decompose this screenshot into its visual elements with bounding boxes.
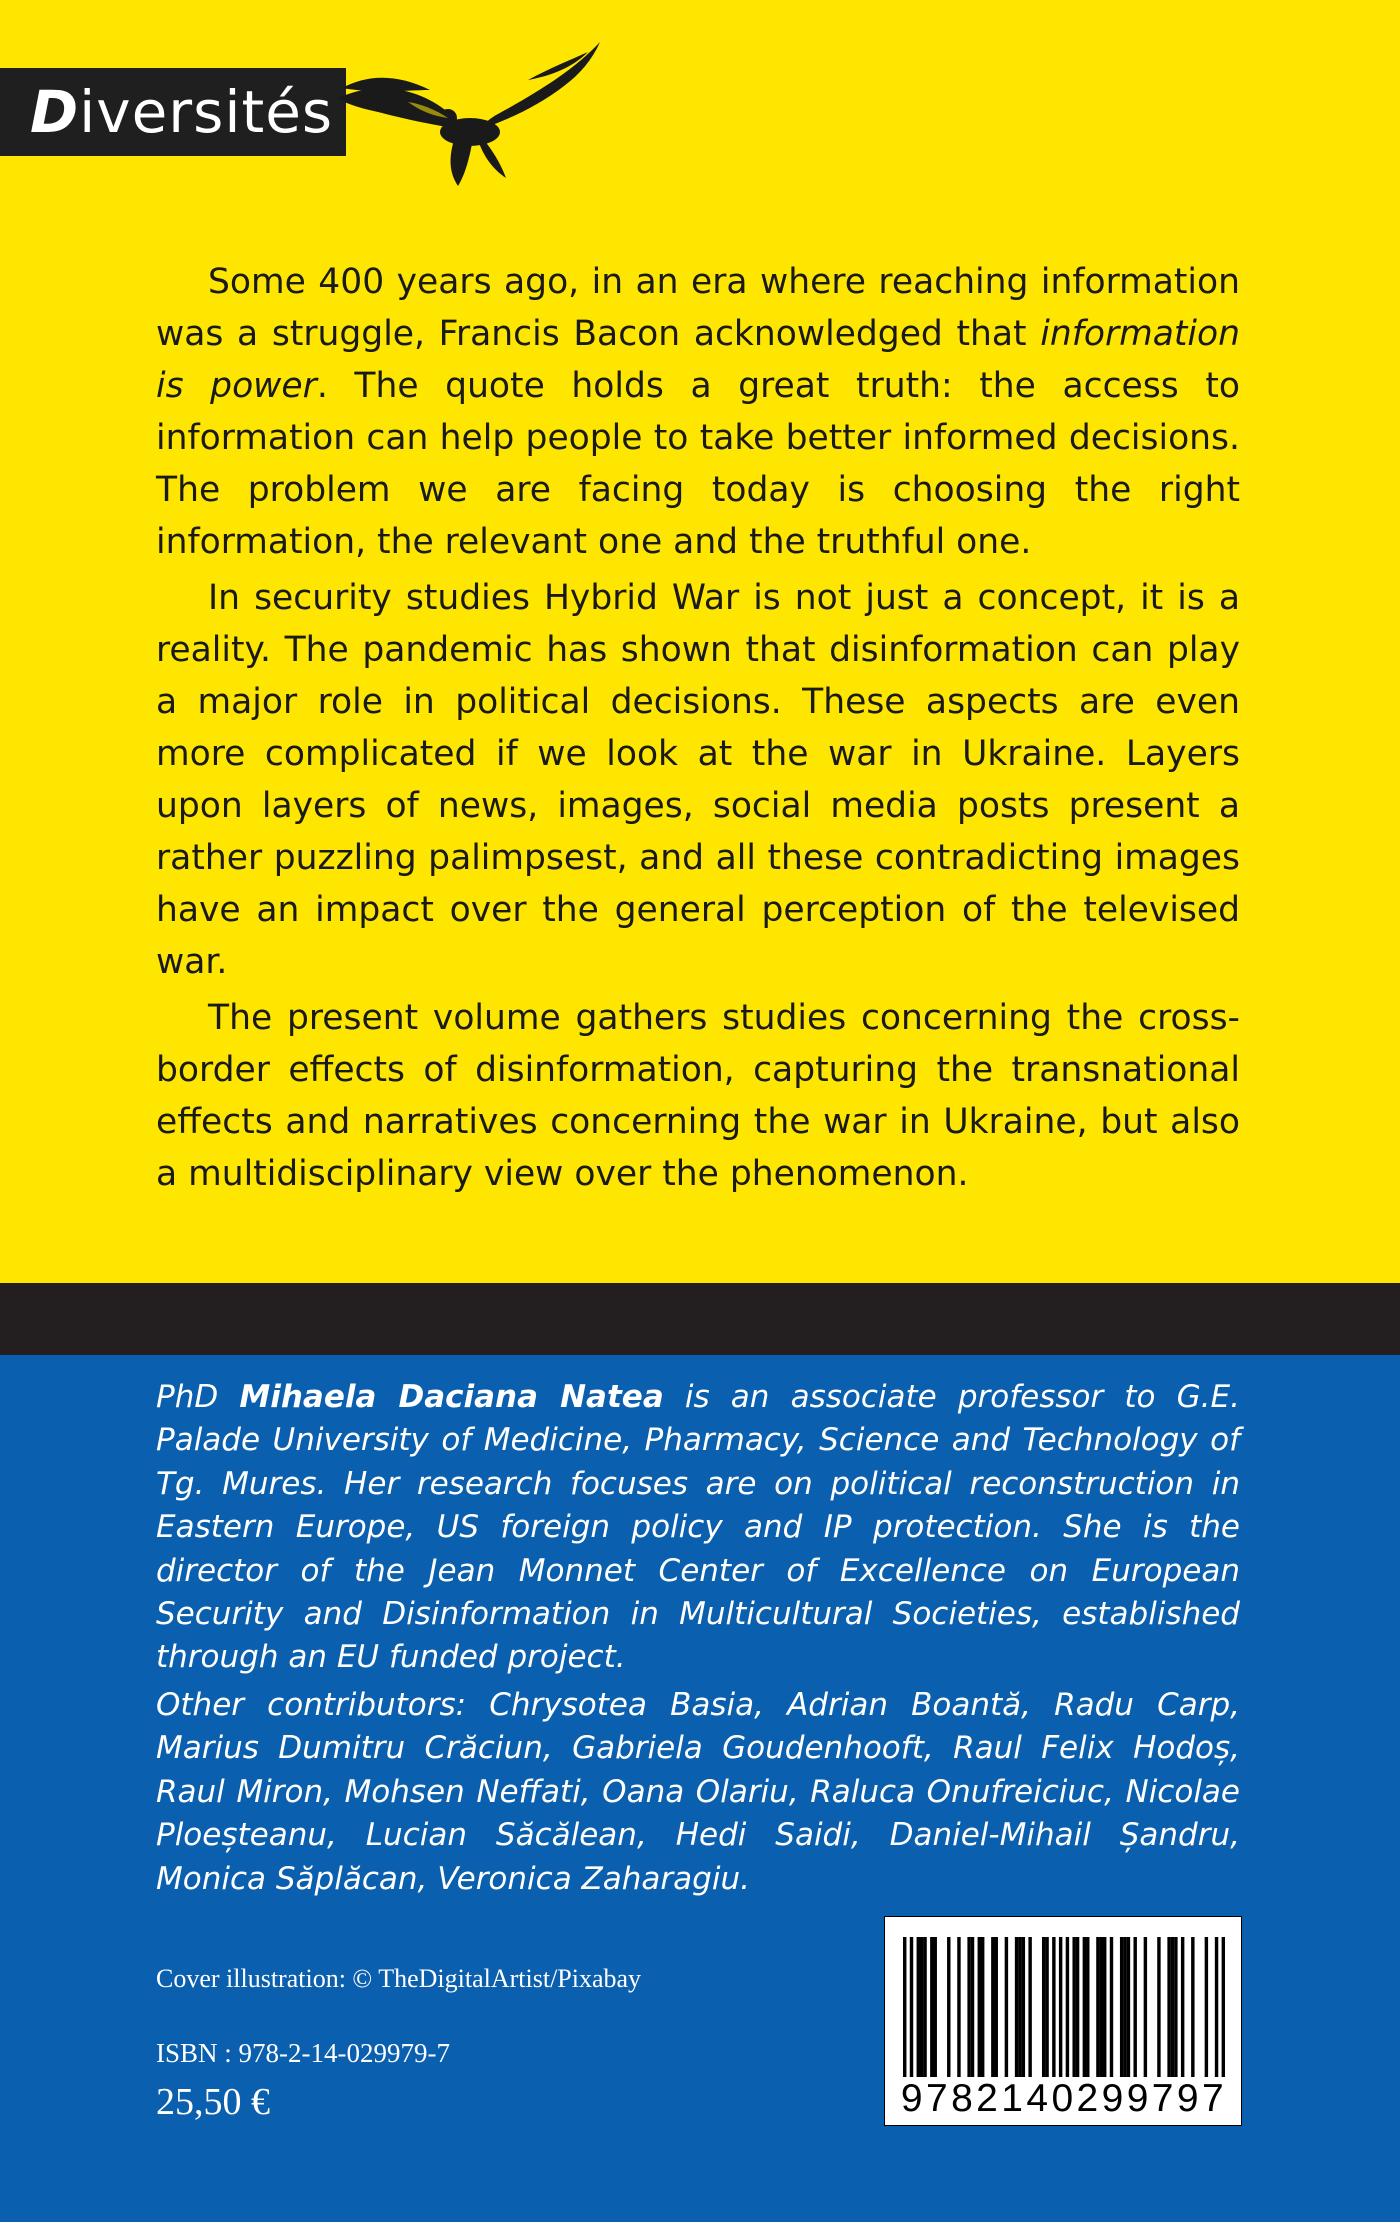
blurb-p1-end: . The quote holds a great truth: the access to information can help people to take better informed decisions. The problem we are facing today is choosing the right information, the relevant one and the truthful one. xyxy=(156,366,1240,562)
barcode-bar xyxy=(1052,1937,1055,2077)
barcode-bar xyxy=(1127,1937,1130,2077)
barcode-bar xyxy=(1174,1937,1177,2077)
barcode-bar xyxy=(1205,1937,1208,2077)
barcode-bar xyxy=(1100,1937,1103,2077)
dove-icon xyxy=(338,40,600,190)
barcode-bar xyxy=(930,1937,933,2077)
series-logo xyxy=(0,68,346,156)
barcode-bar xyxy=(1083,1937,1086,2077)
barcode-bar xyxy=(978,1937,981,2077)
barcode-bar xyxy=(1059,1937,1062,2077)
barcode-bar xyxy=(1181,1937,1184,2077)
barcode-bar xyxy=(1110,1937,1113,2077)
barcode-bar xyxy=(1120,1937,1123,2077)
barcode-bar xyxy=(923,1937,926,2077)
barcode-bar xyxy=(957,1937,960,2077)
barcode-bar xyxy=(1015,1937,1018,2077)
barcode-bar xyxy=(903,1937,906,2077)
barcode-bar xyxy=(1222,1937,1225,2077)
barcode-bar xyxy=(967,1937,970,2077)
barcode-bar xyxy=(1086,1937,1089,2077)
blurb-paragraph-3: The present volume gathers studies concerning the cross-border effects of disinformation, capturing the transnational effects and narratives concerning the war in Ukraine, but also a multidisciplinary view over the phenomenon. xyxy=(156,998,1240,1194)
barcode-bar xyxy=(1123,1937,1126,2077)
author-prefix: PhD xyxy=(156,1379,240,1415)
author-name: Mihaela Daciana Natea xyxy=(239,1379,664,1415)
barcode-bar xyxy=(1028,1937,1031,2077)
barcode-bar xyxy=(991,1937,994,2077)
barcode-bar xyxy=(1157,1937,1160,2077)
barcode-bar xyxy=(917,1937,920,2077)
barcode-bar xyxy=(1144,1937,1147,2077)
barcode-bar xyxy=(1215,1937,1218,2077)
barcode-bars xyxy=(903,1937,1225,2077)
barcode-bar xyxy=(1022,1937,1025,2077)
barcode-bar xyxy=(1133,1937,1136,2077)
barcode-bar xyxy=(947,1937,950,2077)
author-bio-text: is an associate professor to G.E. Palade University of Medicine, Pharmacy, Science and Technology of Tg. Mures. Her research focuses are on political reconstruction in Eastern Europe, US foreign policy and IP protection. She is the director of the Jean Monnet Center of Excellence on European Security and Disinformation in Multicultural Societies, established through an EU funded project. xyxy=(156,1379,1240,1676)
barcode-bar xyxy=(1103,1937,1106,2077)
blurb-paragraph-2: In security studies Hybrid War is not just a concept, it is a reality. The pandemic has shown that disinformation can play a major role in political decisions. These aspects are even more complicated if we look at the war in Ukraine. Layers upon layers of news, images, social media posts present a rather puzzling palimpsest, and all these contradicting images have an impact over the general perception of the televised war. xyxy=(156,578,1240,982)
bacon-quote: information is power xyxy=(156,314,1240,406)
barcode-bar xyxy=(1076,1937,1079,2077)
blurb xyxy=(156,256,1240,1204)
barcode-bar xyxy=(1018,1937,1021,2077)
price: 25,50 € xyxy=(156,2081,270,2123)
barcode-digits: 9782140299797 xyxy=(900,2077,1228,2120)
barcode-bar xyxy=(995,1937,998,2077)
barcode-bar xyxy=(1191,1937,1194,2077)
barcode-bar xyxy=(1045,1937,1048,2077)
barcode-bar xyxy=(1167,1937,1170,2077)
barcode-bar xyxy=(910,1937,913,2077)
barcode-bar xyxy=(1072,1937,1075,2077)
divider-band xyxy=(0,1283,1400,1355)
barcode-bar xyxy=(920,1937,923,2077)
barcode-bar xyxy=(971,1937,974,2077)
barcode-bar xyxy=(1066,1937,1069,2077)
barcode xyxy=(884,1916,1242,2126)
blurb-p1-start: Some 400 years ago, in an era where reaching information was a struggle, Francis Bacon acknowledged that xyxy=(156,262,1240,354)
contributors: Other contributors: Chrysotea Basia, Adrian Boantă, Radu Carp, Marius Dumitru Crăciun, Gabriela Goudenhooft, Raul Felix Hodoș, Raul Miron, Mohsen Neffati, Oana Olariu, Raluca Onufreiciuc, Nicolae Ploeșteanu, Lucian Săcălean, Hedi Saidi, Daniel-Mihail Șandru, Monica Săplăcan, Veronica Zaharagiu. xyxy=(156,1687,1240,1897)
cover-credit: Cover illustration: © TheDigitalArtist/Pixabay xyxy=(156,1964,642,1993)
barcode-bar xyxy=(1096,1937,1099,2077)
barcode-bar xyxy=(1005,1937,1008,2077)
isbn: ISBN : 978-2-14-029979-7 xyxy=(156,2038,450,2068)
barcode-bar xyxy=(981,1937,984,2077)
barcode-bar xyxy=(1042,1937,1045,2077)
blurb-paragraph-1 xyxy=(156,256,1240,568)
series-initial: D xyxy=(30,78,80,146)
barcode-bar xyxy=(934,1937,937,2077)
barcode-bar xyxy=(1171,1937,1174,2077)
author-bio xyxy=(156,1376,1240,1680)
series-name: iversités xyxy=(79,78,334,146)
